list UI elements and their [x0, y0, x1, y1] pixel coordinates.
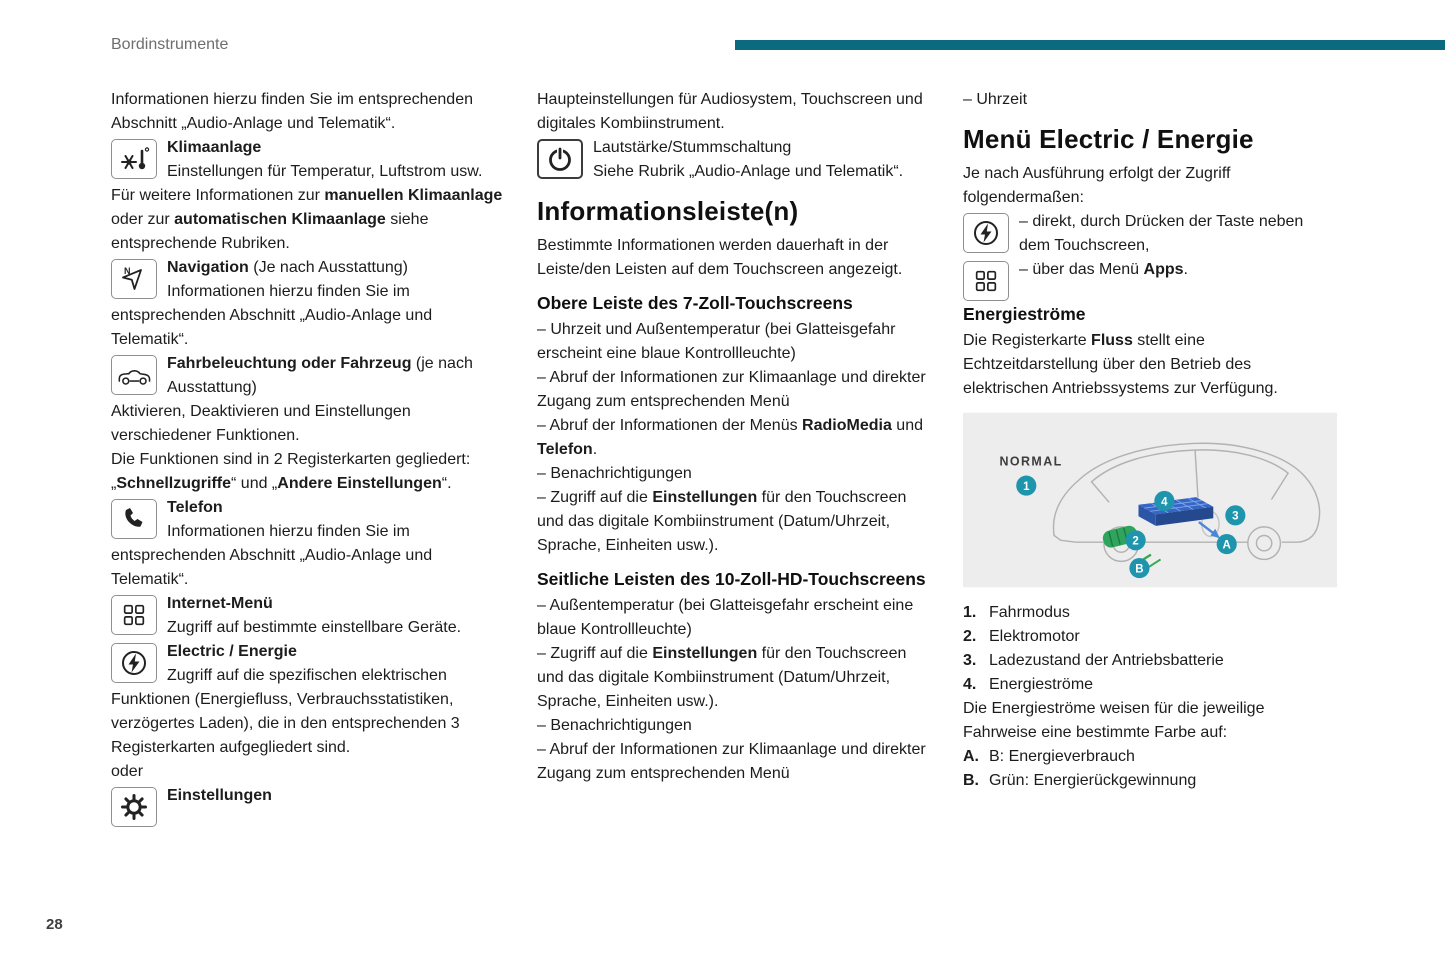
- legend-number: B.: [963, 772, 979, 789]
- apps-access-block: [963, 258, 1337, 282]
- marker-2: [1126, 530, 1146, 550]
- section-heading-menu-electric: Menü Electric / Energie: [963, 124, 1254, 154]
- svg-text:4: 4: [1161, 496, 1168, 509]
- page-number: 28: [46, 916, 63, 933]
- list-item: – Zugriff auf die Einstellungen für den Touchscreen und das digitale Kombiinstrument (Datum/Uhrzeit, Sprache, Einheiten usw.).: [537, 645, 907, 710]
- legend-number: 1.: [963, 604, 977, 621]
- paragraph: Einstellungen: [167, 787, 272, 804]
- list-item: – Uhrzeit: [963, 91, 1028, 108]
- electric-access-block: [963, 210, 1337, 258]
- phone-block: [111, 496, 511, 592]
- apps-grid-icon: [111, 595, 157, 635]
- subheading-obere-leiste: Obere Leiste des 7-Zoll-Touchscreens: [537, 293, 853, 313]
- paragraph: Für weitere Informationen zur manuellen Klimaanlage oder zur automatischen Klimaanlage siehe entsprechende Rubriken.: [111, 187, 503, 252]
- paragraph: Die Energieströme weisen für die jeweilige Fahrweise eine bestimmte Farbe auf:: [963, 700, 1265, 741]
- marker-3: [1225, 505, 1245, 525]
- vehicle-icon: [111, 355, 157, 395]
- chapter-title: Bordinstrumente: [111, 36, 229, 53]
- paragraph: Aktivieren, Deaktivieren und Einstellungen verschiedener Funktionen.: [111, 403, 411, 444]
- color-item-B: [963, 769, 1337, 793]
- legend-number: 2.: [963, 628, 977, 645]
- electric-energy-icon: [963, 213, 1009, 253]
- paragraph: oder: [111, 763, 144, 780]
- marker-4: [1154, 491, 1174, 511]
- list-item: – Benachrichtigungen: [537, 717, 692, 734]
- svg-text:N: N: [124, 266, 131, 276]
- navigation-icon: [111, 259, 157, 299]
- content-columns: [111, 88, 1337, 829]
- paragraph: Haupteinstellungen für Audiosystem, Touchscreen und digitales Kombiinstrument.: [537, 91, 923, 132]
- list-item: – direkt, durch Drücken der Taste neben dem Touchscreen,: [1019, 213, 1304, 254]
- electric-energy-icon: [111, 643, 157, 683]
- list-item: – Außentemperatur (bei Glatteisgefahr erscheint eine blaue Kontrollleuchte): [537, 597, 914, 638]
- vehicle-block: [111, 352, 511, 400]
- marker-A: [1217, 534, 1237, 554]
- legend-text: Fahrmodus: [989, 604, 1070, 621]
- svg-text:B: B: [1135, 563, 1144, 576]
- legend-number: 3.: [963, 652, 977, 669]
- list-item: – Benachrichtigungen: [537, 465, 692, 482]
- internet-menu-block: [111, 592, 511, 640]
- paragraph: Bestimmte Informationen werden dauerhaft in der Leiste/den Leisten auf dem Touchscreen angezeigt.: [537, 237, 903, 278]
- electric-block: [111, 640, 511, 760]
- paragraph: Internet-Menü Zugriff auf bestimmte einstellbare Geräte.: [167, 595, 462, 636]
- list-item: – Abruf der Informationen zur Klimaanlage und direkter Zugang zum entsprechenden Menü: [537, 741, 926, 782]
- paragraph: Je nach Ausführung erfolgt der Zugriff folgendermaßen:: [963, 165, 1231, 206]
- drive-mode-label: NORMAL: [999, 454, 1063, 469]
- legend-number: 4.: [963, 676, 977, 693]
- settings-block: [111, 784, 511, 808]
- navigation-block: [111, 256, 511, 352]
- paragraph: Die Funktionen sind in 2 Registerkarten gegliedert: „Schnellzugriffe“ und „Andere Einstellungen“.: [111, 451, 471, 492]
- legend-item-1: [963, 601, 1337, 625]
- list-item: – Zugriff auf die Einstellungen für den Touchscreen und das digitale Kombiinstrument (Datum/Uhrzeit, Sprache, Einheiten usw.).: [537, 489, 907, 554]
- list-item: – über das Menü Apps.: [1019, 261, 1188, 278]
- legend-text: Ladezustand der Antriebsbatterie: [989, 652, 1224, 669]
- column-2: [537, 88, 933, 829]
- subheading-seitliche-leisten: Seitliche Leisten des 10-Zoll-HD-Touchscreens: [537, 569, 926, 589]
- legend-item-3: [963, 649, 1337, 673]
- paragraph: Klimaanlage Einstellungen für Temperatur, Luftstrom usw.: [167, 139, 483, 180]
- marker-1: [1016, 476, 1036, 496]
- power-mute-icon: [537, 139, 583, 179]
- legend-number: A.: [963, 748, 979, 765]
- svg-text:A: A: [1222, 539, 1231, 552]
- list-item: – Abruf der Informationen der Menüs RadioMedia und Telefon.: [537, 417, 923, 458]
- accent-bar-top: [735, 40, 1445, 50]
- column-3: [963, 88, 1337, 829]
- volume-mute-block: [537, 136, 933, 184]
- figure-background: [963, 413, 1337, 588]
- paragraph: Lautstärke/Stummschaltung Siehe Rubrik „Audio-Anlage und Telematik“.: [593, 139, 904, 180]
- paragraph: Navigation (Je nach Ausstattung) Informationen hierzu finden Sie im entsprechenden Abschnitt „Audio-Anlage und Telematik“.: [111, 259, 433, 348]
- svg-text:2: 2: [1132, 535, 1139, 548]
- climate-block: [111, 136, 511, 184]
- legend-text: B: Energieverbrauch: [989, 748, 1135, 765]
- phone-icon: [111, 499, 157, 539]
- settings-gear-icon: [111, 787, 157, 827]
- section-heading-informationsleiste: Informationsleiste(n): [537, 196, 799, 226]
- paragraph: Telefon Informationen hierzu finden Sie im entsprechenden Abschnitt „Audio-Anlage und Telematik“.: [111, 499, 433, 588]
- list-item: – Abruf der Informationen zur Klimaanlage und direkter Zugang zum entsprechenden Menü: [537, 369, 926, 410]
- list-item: – Uhrzeit und Außentemperatur (bei Glatteisgefahr erscheint eine blaue Kontrollleuchte): [537, 321, 896, 362]
- paragraph: Die Registerkarte Fluss stellt eine Echtzeitdarstellung über den Betrieb des elektrischen Antriebssystems zur Verfügung.: [963, 332, 1278, 397]
- subheading-energiestroeme: Energieströme: [963, 304, 1086, 324]
- climate-icon: [111, 139, 157, 179]
- column-1: [111, 88, 511, 829]
- paragraph: Electric / Energie Zugriff auf die spezifischen elektrischen Funktionen (Energiefluss, Verbrauchsstatistiken, verzögertes Laden), die in den entsprechenden 3 Registerkarten aufgegliedert sind.: [111, 643, 460, 756]
- svg-text:1: 1: [1023, 480, 1030, 493]
- marker-B: [1129, 558, 1149, 578]
- legend-text: Elektromotor: [989, 628, 1080, 645]
- energy-flow-figure: [963, 409, 1337, 591]
- legend-item-2: [963, 625, 1337, 649]
- svg-text:3: 3: [1232, 510, 1239, 523]
- legend-item-4: [963, 673, 1337, 697]
- paragraph: Fahrbeleuchtung oder Fahrzeug (je nach Ausstattung): [167, 355, 473, 396]
- paragraph: Informationen hierzu finden Sie im entsprechenden Abschnitt „Audio-Anlage und Telematik“.: [111, 91, 473, 132]
- legend-text: Energieströme: [989, 676, 1094, 693]
- apps-grid-icon: [963, 261, 1009, 301]
- legend-text: Grün: Energierückgewinnung: [989, 772, 1197, 789]
- color-item-A: [963, 745, 1337, 769]
